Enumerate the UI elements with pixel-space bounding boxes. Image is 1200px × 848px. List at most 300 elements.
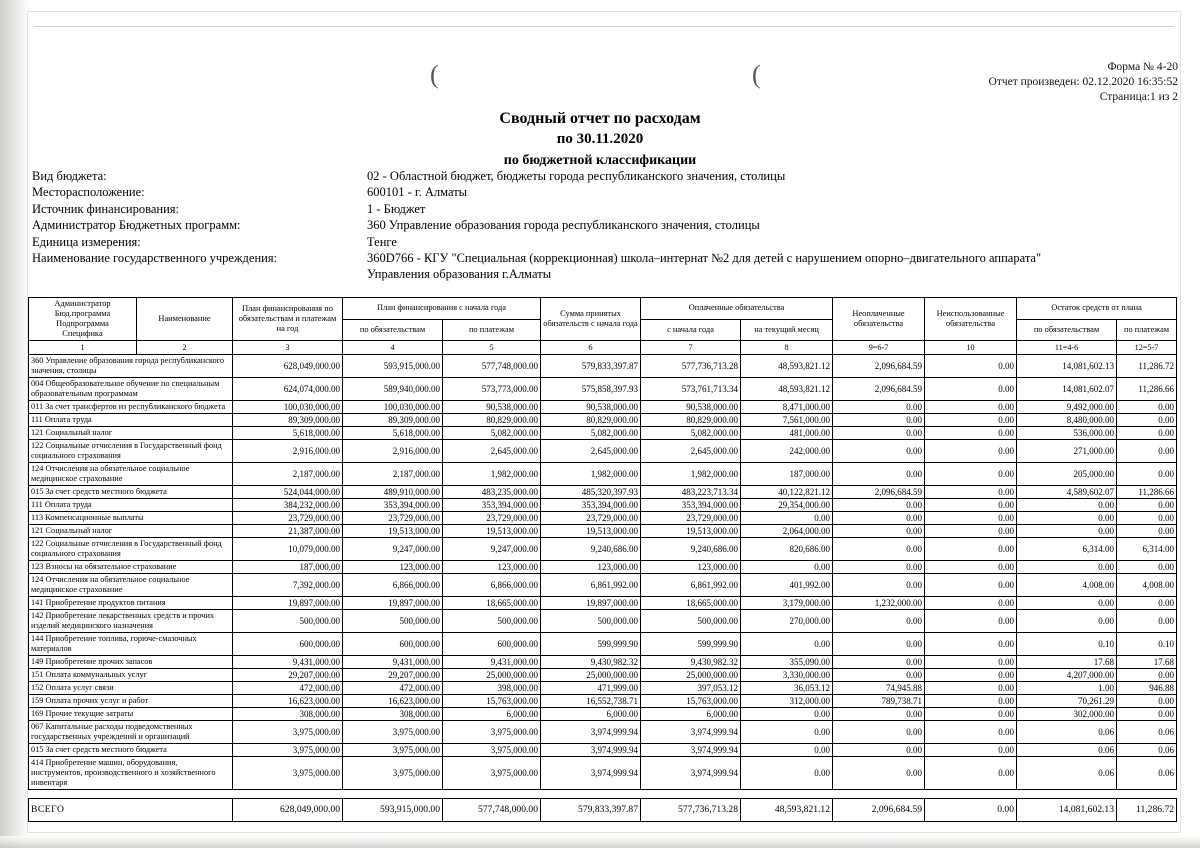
- row-value: 8,480,000.00: [1017, 414, 1117, 427]
- row-value: 4,207,000.00: [1017, 669, 1117, 682]
- meta-label: [32, 266, 367, 282]
- row-value: 401,992.00: [741, 574, 833, 597]
- row-value: 270,000.00: [741, 610, 833, 633]
- row-value: 0.00: [741, 633, 833, 656]
- total-value: 2,096,684.59: [833, 799, 925, 822]
- th-unused-obligations: Неиспользованные обязательства: [925, 298, 1017, 341]
- meta-value: 02 - Областной бюджет, бюджеты города республиканского значения, столицы: [367, 169, 786, 183]
- row-value: 9,431,000.00: [443, 656, 541, 669]
- row-value: 0.00: [925, 427, 1017, 440]
- row-value: 0.00: [741, 708, 833, 721]
- row-value: 18,665,000.00: [443, 597, 541, 610]
- row-value: 9,240,686.00: [641, 538, 741, 561]
- row-value: 0.00: [741, 512, 833, 525]
- row-value: 0.00: [925, 708, 1017, 721]
- row-value: 500,000.00: [233, 610, 343, 633]
- row-value: 1,982,000.00: [641, 463, 741, 486]
- row-value: 19,897,000.00: [343, 597, 443, 610]
- row-value: 80,829,000.00: [541, 414, 641, 427]
- form-number: Форма № 4-20: [1107, 61, 1178, 73]
- spacer-cell: [29, 790, 1177, 799]
- meta-row: [32, 217, 1041, 233]
- row-value: 9,430,982.32: [541, 656, 641, 669]
- row-value: 0.00: [833, 757, 925, 790]
- row-value: 353,394,000.00: [541, 499, 641, 512]
- row-value: 3,179,000.00: [741, 597, 833, 610]
- row-code-name: 011 За счет трансфертов из республиканского бюджета: [29, 401, 233, 414]
- row-value: 384,232,000.00: [233, 499, 343, 512]
- row-value: 308,000.00: [343, 708, 443, 721]
- row-value: 3,975,000.00: [443, 744, 541, 757]
- table-row: [29, 525, 1177, 538]
- table-row: [29, 695, 1177, 708]
- row-value: 40,122,821.12: [741, 486, 833, 499]
- table-row: [29, 682, 1177, 695]
- row-code-name: 122 Социальные отчисления в Государственный фонд социального страхования: [29, 440, 233, 463]
- row-value: 472,000.00: [233, 682, 343, 695]
- row-value: 3,975,000.00: [343, 721, 443, 744]
- row-value: 0.06: [1017, 757, 1117, 790]
- row-value: 17.68: [1017, 656, 1117, 669]
- row-value: 11,286.72: [1117, 355, 1177, 378]
- row-value: 23,729,000.00: [541, 512, 641, 525]
- row-value: 3,974,999.94: [541, 757, 641, 790]
- row-value: 485,320,397.93: [541, 486, 641, 499]
- row-value: 9,430,982.32: [641, 656, 741, 669]
- table-row: [29, 633, 1177, 656]
- row-value: 308,000.00: [233, 708, 343, 721]
- colnum: 12=5-7: [1117, 341, 1177, 355]
- table-row: [29, 721, 1177, 744]
- table-row: [29, 440, 1177, 463]
- colnum: 3: [233, 341, 343, 355]
- row-value: 0.00: [833, 561, 925, 574]
- row-value: 3,330,000.00: [741, 669, 833, 682]
- meta-value: 360 Управление образования города республиканского значения, столицы: [367, 218, 760, 233]
- row-value: 946.88: [1117, 682, 1177, 695]
- row-value: 6,861,992.00: [541, 574, 641, 597]
- row-value: 70,261.29: [1017, 695, 1117, 708]
- meta-value: 1 - Бюджет: [367, 201, 426, 216]
- th-group-plan-from-start: План финансирования с начала года: [343, 298, 541, 320]
- row-value: 0.10: [1117, 633, 1177, 656]
- row-code-name: 124 Отчисления на обязательное социальное медицинское страхование: [29, 574, 233, 597]
- table-row: [29, 463, 1177, 486]
- row-value: 0.00: [1017, 597, 1117, 610]
- row-code-name: 151 Оплата коммунальных услуг: [29, 669, 233, 682]
- table-row: [29, 744, 1177, 757]
- row-value: 123,000.00: [541, 561, 641, 574]
- row-value: 489,910,000.00: [343, 486, 443, 499]
- row-value: 2,096,684.59: [833, 355, 925, 378]
- row-value: 355,090.00: [741, 656, 833, 669]
- row-value: 11,286.66: [1117, 378, 1177, 401]
- row-value: 9,431,000.00: [233, 656, 343, 669]
- row-value: 29,207,000.00: [343, 669, 443, 682]
- total-label: ВСЕГО: [29, 799, 233, 822]
- colnum: 7: [641, 341, 741, 355]
- row-value: 3,974,999.94: [641, 721, 741, 744]
- meta-label: Месторасположение:: [32, 185, 145, 200]
- row-value: 36,053.12: [741, 682, 833, 695]
- meta-label: Вид бюджета:: [32, 169, 107, 183]
- row-code-name: 067 Капитальные расходы подведомственных государственных учреждений и организаций: [29, 721, 233, 744]
- row-value: 0.00: [833, 525, 925, 538]
- row-value: 0.00: [741, 721, 833, 744]
- table-row: [29, 656, 1177, 669]
- row-value: 0.00: [833, 656, 925, 669]
- row-value: 16,623,000.00: [343, 695, 443, 708]
- row-value: 19,897,000.00: [233, 597, 343, 610]
- row-value: 5,082,000.00: [641, 427, 741, 440]
- meta-label: Администратор Бюджетных программ:: [32, 218, 241, 233]
- row-value: 0.00: [925, 414, 1017, 427]
- row-value: 0.00: [925, 463, 1017, 486]
- row-value: 0.00: [1117, 401, 1177, 414]
- row-value: 0.00: [1117, 695, 1177, 708]
- total-value: 0.00: [925, 799, 1017, 822]
- row-value: 0.00: [833, 610, 925, 633]
- row-code-name: 111 Оплата труда: [29, 414, 233, 427]
- row-code-name: 414 Приобретение машин, оборудования, инструментов, производственного и хозяйственного инвентаря: [29, 757, 233, 790]
- row-value: 0.00: [741, 744, 833, 757]
- colnum: 11=4-6: [1017, 341, 1117, 355]
- row-value: 0.00: [925, 561, 1017, 574]
- row-code-name: 142 Приобретение лекарственных средств и прочих изделий медицинского назначения: [29, 610, 233, 633]
- row-value: 90,538,000.00: [541, 401, 641, 414]
- total-value: 48,593,821.12: [741, 799, 833, 822]
- row-value: 6,000.00: [443, 708, 541, 721]
- row-value: 3,974,999.94: [641, 757, 741, 790]
- total-value: 628,049,000.00: [233, 799, 343, 822]
- colnum: 2: [137, 341, 233, 355]
- row-value: 500,000.00: [641, 610, 741, 633]
- row-value: 600,000.00: [343, 633, 443, 656]
- report-generated: Отчет произведен: 02.12.2020 16:35:52: [988, 76, 1178, 88]
- row-value: 820,686.00: [741, 538, 833, 561]
- row-value: 0.00: [1117, 414, 1177, 427]
- row-value: 573,773,000.00: [443, 378, 541, 401]
- row-value: 90,538,000.00: [641, 401, 741, 414]
- row-value: 0.00: [925, 355, 1017, 378]
- scan-artifact-paren-left: (: [430, 60, 439, 89]
- row-value: 0.00: [925, 378, 1017, 401]
- header-right-block: [989, 60, 1178, 105]
- row-value: 0.00: [925, 440, 1017, 463]
- row-value: 123,000.00: [343, 561, 443, 574]
- row-value: 0.06: [1017, 744, 1117, 757]
- row-value: 0.00: [833, 414, 925, 427]
- colnum: 9=6-7: [833, 341, 925, 355]
- meta-value: Тенге: [367, 234, 397, 249]
- colnum: 8: [741, 341, 833, 355]
- th-accepted-obligations: Сумма принятых обязательств с начала года: [541, 298, 641, 341]
- meta-row: [32, 250, 1041, 266]
- row-value: 0.00: [925, 682, 1017, 695]
- row-value: 600,000.00: [233, 633, 343, 656]
- row-value: 2,096,684.59: [833, 378, 925, 401]
- row-code-name: 123 Взносы на обязательное страхование: [29, 561, 233, 574]
- row-value: 600,000.00: [443, 633, 541, 656]
- row-value: 1,982,000.00: [443, 463, 541, 486]
- row-value: 0.00: [833, 440, 925, 463]
- row-value: 0.00: [925, 721, 1017, 744]
- row-value: 0.00: [1017, 525, 1117, 538]
- row-value: 9,431,000.00: [343, 656, 443, 669]
- row-value: 302,000.00: [1017, 708, 1117, 721]
- row-value: 483,223,713.34: [641, 486, 741, 499]
- row-value: 19,513,000.00: [443, 525, 541, 538]
- th-group-remainder: Остаток средств от плана: [1017, 298, 1177, 320]
- row-value: 89,309,000.00: [343, 414, 443, 427]
- row-value: 624,074,000.00: [233, 378, 343, 401]
- row-value: 0.00: [741, 757, 833, 790]
- row-value: 23,729,000.00: [443, 512, 541, 525]
- table-header-row-1: [29, 298, 1177, 320]
- meta-row: [32, 266, 1041, 282]
- row-value: 0.06: [1117, 721, 1177, 744]
- meta-row: [32, 168, 1041, 184]
- meta-label: Единица измерения:: [32, 234, 141, 249]
- table-row: [29, 574, 1177, 597]
- row-value: 18,665,000.00: [641, 597, 741, 610]
- row-value: 2,096,684.59: [833, 486, 925, 499]
- row-value: 0.00: [1117, 427, 1177, 440]
- row-value: 0.00: [1117, 597, 1177, 610]
- meta-block: [32, 168, 1041, 283]
- table-row: [29, 499, 1177, 512]
- row-value: 29,354,000.00: [741, 499, 833, 512]
- table-spacer-row: [29, 790, 1177, 799]
- row-value: 0.00: [833, 574, 925, 597]
- row-value: 2,916,000.00: [233, 440, 343, 463]
- row-value: 205,000.00: [1017, 463, 1117, 486]
- row-value: 0.00: [1017, 512, 1117, 525]
- row-value: 577,748,000.00: [443, 355, 541, 378]
- row-value: 0.00: [833, 427, 925, 440]
- row-value: 0.00: [1117, 463, 1177, 486]
- row-value: 2,916,000.00: [343, 440, 443, 463]
- table-row: [29, 597, 1177, 610]
- row-value: 89,309,000.00: [233, 414, 343, 427]
- row-value: 0.00: [833, 499, 925, 512]
- row-value: 0.00: [925, 486, 1017, 499]
- row-value: 7,392,000.00: [233, 574, 343, 597]
- row-value: 0.00: [925, 512, 1017, 525]
- row-value: 6,866,000.00: [343, 574, 443, 597]
- meta-value: 600101 - г. Алматы: [367, 185, 468, 200]
- budget-report-table: [28, 297, 1177, 822]
- row-value: 9,247,000.00: [343, 538, 443, 561]
- th-rest-payments: по платежам: [1117, 319, 1177, 341]
- th-group-paid: Оплаченные обязательства: [641, 298, 833, 320]
- row-value: 0.00: [925, 401, 1017, 414]
- row-value: 481,000.00: [741, 427, 833, 440]
- colnum: 10: [925, 341, 1017, 355]
- row-value: 19,513,000.00: [541, 525, 641, 538]
- row-value: 353,394,000.00: [443, 499, 541, 512]
- table-body: [29, 355, 1177, 822]
- table-total-row: [29, 799, 1177, 822]
- row-value: 3,975,000.00: [233, 721, 343, 744]
- row-value: 10,079,000.00: [233, 538, 343, 561]
- row-value: 123,000.00: [443, 561, 541, 574]
- row-value: 8,471,000.00: [741, 401, 833, 414]
- row-code-name: 360 Управление образования города республиканского значения, столицы: [29, 355, 233, 378]
- row-value: 5,082,000.00: [443, 427, 541, 440]
- row-value: 9,240,686.00: [541, 538, 641, 561]
- title-line-3: по бюджетной классификации: [503, 153, 697, 168]
- row-value: 0.00: [1117, 561, 1177, 574]
- row-value: 0.06: [1117, 757, 1177, 790]
- row-value: 789,738.71: [833, 695, 925, 708]
- row-value: 15,763,000.00: [641, 695, 741, 708]
- row-value: 242,000.00: [741, 440, 833, 463]
- row-code-name: 015 За счет средств местного бюджета: [29, 744, 233, 757]
- row-value: 0.00: [833, 512, 925, 525]
- table-row: [29, 538, 1177, 561]
- meta-value: Управления образования г.Алматы: [367, 267, 552, 282]
- row-value: 187,000.00: [741, 463, 833, 486]
- row-value: 579,833,397.87: [541, 355, 641, 378]
- table-row: [29, 378, 1177, 401]
- row-value: 3,975,000.00: [443, 721, 541, 744]
- row-value: 312,000.00: [741, 695, 833, 708]
- th-plan-year: План финансирования по обязательствам и платежам на год: [233, 298, 343, 341]
- row-value: 6,861,992.00: [641, 574, 741, 597]
- row-value: 16,552,738.71: [541, 695, 641, 708]
- row-value: 19,513,000.00: [343, 525, 443, 538]
- row-value: 2,645,000.00: [541, 440, 641, 463]
- row-value: 90,538,000.00: [443, 401, 541, 414]
- row-value: 0.00: [1117, 708, 1177, 721]
- row-value: 0.00: [833, 708, 925, 721]
- row-code-name: 004 Общеобразовательное обучение по специальным образовательным программам: [29, 378, 233, 401]
- row-value: 2,645,000.00: [641, 440, 741, 463]
- row-value: 0.00: [925, 695, 1017, 708]
- row-value: 5,082,000.00: [541, 427, 641, 440]
- row-value: 271,000.00: [1017, 440, 1117, 463]
- row-code-name: 121 Социальный налог: [29, 525, 233, 538]
- th-rest-obligations: по обязательствам: [1017, 319, 1117, 341]
- row-value: 23,729,000.00: [343, 512, 443, 525]
- row-value: 573,761,713.34: [641, 378, 741, 401]
- row-value: 80,829,000.00: [443, 414, 541, 427]
- row-value: 0.06: [1117, 744, 1177, 757]
- row-value: 483,235,000.00: [443, 486, 541, 499]
- row-value: 21,387,000.00: [233, 525, 343, 538]
- row-value: 593,915,000.00: [343, 355, 443, 378]
- row-value: 16,623,000.00: [233, 695, 343, 708]
- row-value: 577,736,713.28: [641, 355, 741, 378]
- table-row: [29, 414, 1177, 427]
- row-code-name: 159 Оплата прочих услуг и работ: [29, 695, 233, 708]
- page-top-rule: [34, 26, 1174, 27]
- row-value: 6,866,000.00: [443, 574, 541, 597]
- table-row: [29, 355, 1177, 378]
- title-line-2: по 30.11.2020: [556, 131, 644, 147]
- table-row: [29, 512, 1177, 525]
- row-value: 0.00: [925, 525, 1017, 538]
- row-value: 0.00: [925, 597, 1017, 610]
- row-value: 2,187,000.00: [233, 463, 343, 486]
- row-value: 0.00: [1117, 525, 1177, 538]
- row-value: 0.00: [1117, 610, 1177, 633]
- row-value: 1,982,000.00: [541, 463, 641, 486]
- row-value: 23,729,000.00: [641, 512, 741, 525]
- row-value: 7,561,000.00: [741, 414, 833, 427]
- row-value: 0.00: [833, 721, 925, 744]
- row-value: 19,513,000.00: [641, 525, 741, 538]
- row-value: 0.00: [1017, 499, 1117, 512]
- meta-label: Источник финансирования:: [32, 201, 180, 216]
- meta-row: [32, 201, 1041, 217]
- row-value: 9,247,000.00: [443, 538, 541, 561]
- row-value: 575,858,397.93: [541, 378, 641, 401]
- row-value: 0.00: [833, 401, 925, 414]
- th-plan-payments: по платежам: [443, 319, 541, 341]
- row-code-name: 113 Компенсационные выплаты: [29, 512, 233, 525]
- total-value: 579,833,397.87: [541, 799, 641, 822]
- row-code-name: 111 Оплата труда: [29, 499, 233, 512]
- table-row: [29, 610, 1177, 633]
- row-code-name: 149 Приобретение прочих запасов: [29, 656, 233, 669]
- row-value: 0.00: [833, 669, 925, 682]
- table-row: [29, 401, 1177, 414]
- row-value: 500,000.00: [443, 610, 541, 633]
- th-plan-obligations: по обязательствам: [343, 319, 443, 341]
- row-value: 0.06: [1017, 721, 1117, 744]
- page-title: [0, 108, 1200, 171]
- row-value: 0.00: [1017, 561, 1117, 574]
- title-line-1: Сводный отчет по расходам: [499, 110, 701, 127]
- row-value: 1.00: [1017, 682, 1117, 695]
- row-value: 100,030,000.00: [233, 401, 343, 414]
- row-value: 11,286.66: [1117, 486, 1177, 499]
- row-value: 0.00: [833, 633, 925, 656]
- row-value: 14,081,602.07: [1017, 378, 1117, 401]
- row-value: 100,030,000.00: [343, 401, 443, 414]
- row-value: 5,618,000.00: [343, 427, 443, 440]
- row-value: 25,000,000.00: [443, 669, 541, 682]
- table-row: [29, 561, 1177, 574]
- row-value: 599,999.90: [541, 633, 641, 656]
- row-value: 0.00: [925, 574, 1017, 597]
- row-value: 2,187,000.00: [343, 463, 443, 486]
- row-value: 397,053.12: [641, 682, 741, 695]
- row-value: 123,000.00: [641, 561, 741, 574]
- row-value: 599,999.90: [641, 633, 741, 656]
- row-value: 4,589,602.07: [1017, 486, 1117, 499]
- row-value: 536,000.00: [1017, 427, 1117, 440]
- row-value: 3,975,000.00: [343, 744, 443, 757]
- row-value: 3,975,000.00: [233, 757, 343, 790]
- colnum: 5: [443, 341, 541, 355]
- row-value: 500,000.00: [541, 610, 641, 633]
- total-value: 11,286.72: [1117, 799, 1177, 822]
- row-value: 0.00: [741, 561, 833, 574]
- meta-row: [32, 234, 1041, 250]
- row-value: 0.00: [925, 538, 1017, 561]
- row-value: 17.68: [1117, 656, 1177, 669]
- row-value: 15,763,000.00: [443, 695, 541, 708]
- row-value: 9,492,000.00: [1017, 401, 1117, 414]
- table-row: [29, 757, 1177, 790]
- table-row: [29, 708, 1177, 721]
- meta-row: [32, 184, 1041, 200]
- meta-value: 360D766 - КГУ "Специальная (коррекционная) школа–интернат №2 для детей с нарушением опорно–двигательного аппарата": [367, 251, 1042, 266]
- total-value: 14,081,602.13: [1017, 799, 1117, 822]
